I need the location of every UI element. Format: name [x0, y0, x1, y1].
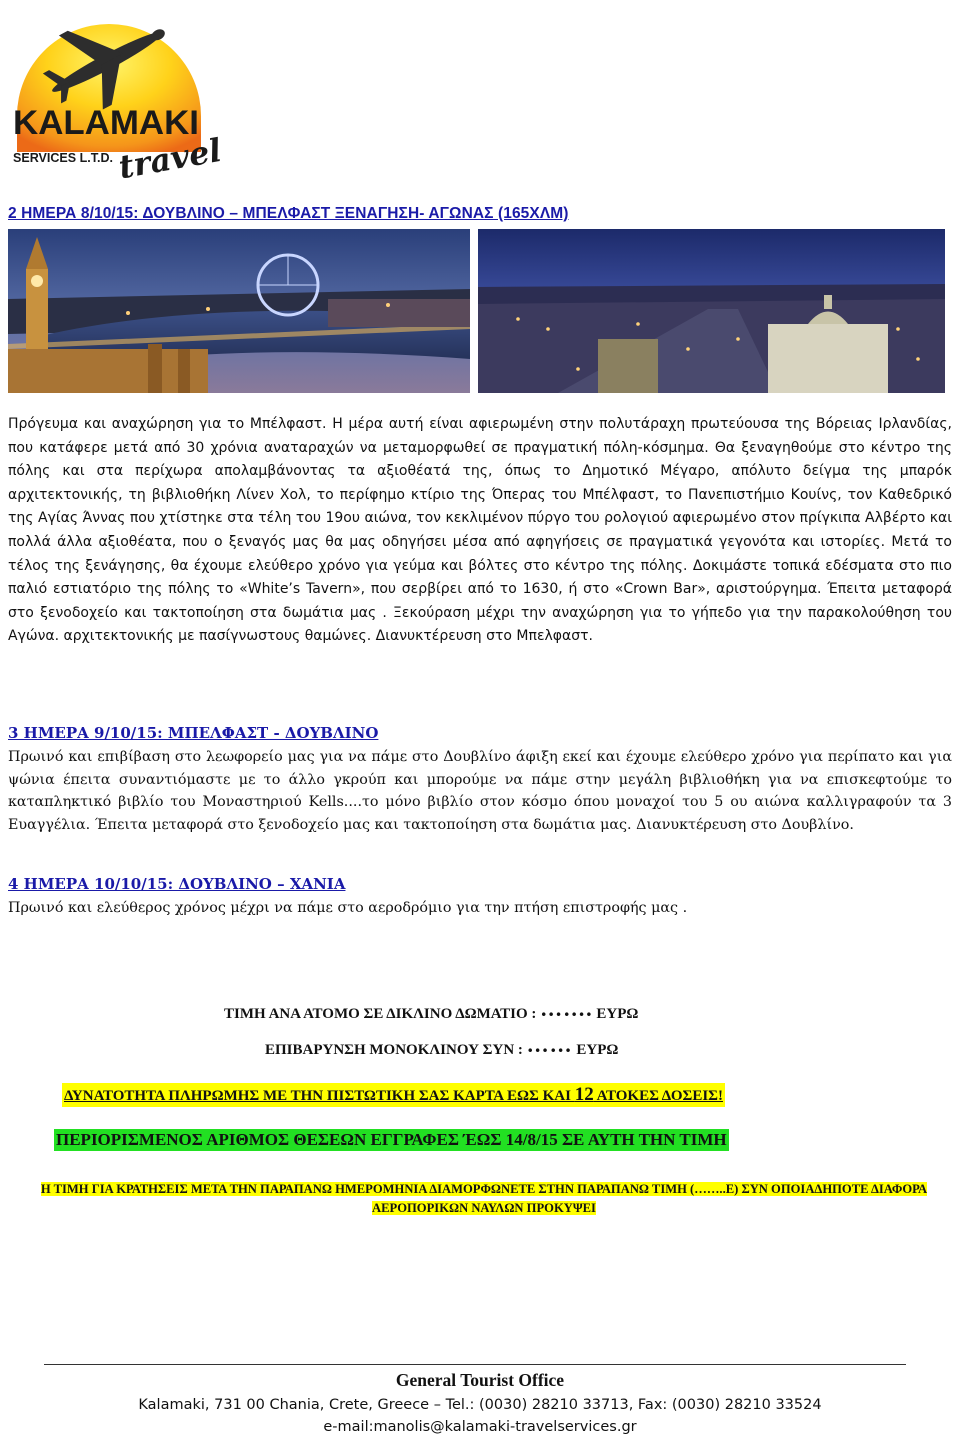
footer-divider: [44, 1364, 906, 1365]
day2-description: Πρόγευμα και αναχώρηση για το Μπέλφαστ. Η μέρα αυτή είναι αφιερωμένη στην πολυτάραχη πρωτεύουσα της Βόρειας Ιρλανδίας, που κατάφερε μετά από 30 χρόνια αναταραχών να μεταμορφωθεί σε πραγματική πόλη-κόσμημα. Θα ξεναγηθούμε στο κέντρο της πόλης και στα περίχωρα απολαμβάνοντας τα αξιοθέατά της, όπως το Δημοτικό Μέγαρο, απόλυτο δείγμα της μπαρόκ αρχιτεκτονικής, τη βιβλιοθήκη Λίνεν Χολ, το περίφημο κτίριο της Όπερας του Μπέλφαστ, το Πανεπιστήμιο Κουίνς, τον Καθεδρικό της Αγίας Άννας που χτίστηκε στα τέλη του 19ου αιώνα, τον κεκλιμένον πύργο του ρολογιού αφιερωμένο στον πρίγκιπα Αλβέρτο και πολλά άλλα αξιοθέατα, που ο ξεναγός μας θα μας οδηγήσει μέσα από αφηγήσεις σε πραγματικά γεγονότα και ιστορίες. Μετά το τέλος της ξενάγησης, θα έχουμε ελεύθερο χρόνο για γεύμα και βόλτες στο κέντρο της πόλης. Δοκιμάστε τοπικά εδέσματα στο πιο παλιό εστιατόριο της πόλης το «White’s Tavern», που σερβίρει από το 1630, ή στο «Crown Bar», αριστούργημα. Έπειτα μεταφορά στο ξενοδοχείο και τακτοποίηση στα δωμάτια μας . Ξεκούραση μέχρι την αναχώρηση για το γήπεδο για την παρακολούθηση του Αγώνα. αρχιτεκτονικής με πασίγνωστους θαμώνες. Διανυκτέρευση στο Μπελφαστ.: [8, 416, 952, 645]
price-single-supplement: [265, 1032, 618, 1059]
svg-text:travel: travel: [115, 130, 225, 187]
company-logo: [7, 4, 225, 187]
london-thames-photo: [8, 229, 470, 393]
price-single-currency: ΕΥΡΩ: [576, 1042, 619, 1058]
installments-text-a: ΔΥΝΑΤΟΤΗΤΑ ΠΛΗΡΩΜΗΣ ΜΕ ΤΗΝ ΠΙΣΤΩΤΙΚΗ ΣΑΣ ΚΑΡΤΑ ΕΩΣ ΚΑΙ: [64, 1088, 575, 1104]
installments-text-b: ΑΤΟΚΕΣ ΔΟΣΕΙΣ!: [593, 1088, 723, 1104]
price-double-currency: ΕΥΡΩ: [596, 1006, 639, 1022]
footer-office: General Tourist Office: [395, 1370, 565, 1390]
belfast-night-photo: [478, 229, 945, 393]
svg-text:SERVICES L.T.D.: SERVICES L.T.D.: [13, 150, 113, 165]
day2-title: 2 ΗΜΕΡΑ 8/10/15: ΔΟΥΒΛΙΝΟ – ΜΠΕΛΦΑΣΤ ΞΕΝΑΓΗΣΗ- ΑΓΩΝΑΣ (165ΧΛΜ): [8, 205, 569, 222]
day4-title: 4 ΗΜΕΡΑ 10/10/15: ΔΟΥΒΛΙΝΟ – ΧΑΝΙΑ: [8, 875, 346, 893]
footer-email: e-mail:manolis@kalamaki-travelservices.gr: [323, 1419, 637, 1435]
day3-title: 3 ΗΜΕΡΑ 9/10/15: ΜΠΕΛΦΑΣΤ - ΔΟΥΒΛΙΝΟ: [8, 724, 379, 742]
price-double-value: …….: [540, 996, 593, 1021]
price-disclaimer-text: Η ΤΙΜΗ ΓΙΑ ΚΡΑΤΗΣΕΙΣ ΜΕΤΑ ΤΗΝ ΠΑΡΑΠΑΝΩ ΗΜΕΡΟΜΗΝΙΑ ΔΙΑΜΟΡΦΩΝΕΤΕ ΣΤΗΝ ΠΑΡΑΠΑΝΩ ΤΙΜΗ (……..Ε) ΣΥΝ ΟΠΟΙΑΔΗΠΟΤΕ ΔΙΑΦΟΡΑ ΑΕΡΟΠΟΡΙΚΩΝ ΝΑΥΛΩΝ ΠΡΟΚΥΨΕΙ: [40, 1182, 928, 1215]
installments-notice: [62, 1083, 725, 1107]
price-single-value: ……: [526, 1032, 573, 1057]
limited-seats-notice: ΠΕΡΙΟΡΙΣΜΕΝΟΣ ΑΡΙΘΜΟΣ ΘΕΣΕΩΝ ΕΓΓΡΑΦΕΣ ΈΩΣ 14/8/15 ΣΕ ΑΥΤΗ ΤΗΝ ΤΙΜΗ: [56, 1130, 727, 1149]
day3-description: Πρωινό και επιβίβαση στο λεωφορείο μας για να πάμε στο Δουβλίνο άφιξη εκεί και έχουμε ελεύθερο χρόνο για περίπατο και για ψώνια έπειτα συναντιόμαστε με το άλλο γκρούπ και μπορούμε να πάμε στην μεγάλη βιβλιοθήκη για να επισκεφτούμε το καταπληκτικό βιβλίο του Μοναστηριού Kells....το μόνο βιβλίο στον κόσμο όπου μοναχοί του 5 ου αιώνα καλλιγραφούν τα 3 Ευαγγέλια. Έπειτα μεταφορά στο ξενοδοχείο μας και τακτοποίηση στα δωμάτια μας. Διανυκτέρευση στο Δουβλίνο.: [8, 749, 952, 833]
city-photos: [8, 229, 945, 393]
day4-description: Πρωινό και ελεύθερος χρόνος μέχρι να πάμε στο αεροδρόμιο για την πτήση επιστροφής μας .: [8, 900, 688, 916]
footer-address: Kalamaki, 731 00 Chania, Crete, Greece – Tel.: (0030) 28210 33713, Fax: (0030) 28210 33524: [138, 1397, 822, 1413]
price-single-label: ΕΠΙΒΑΡΥΝΣΗ ΜΟΝΟΚΛΙΝΟΥ ΣΥΝ :: [265, 1042, 523, 1058]
price-double-label: ΤΙΜΗ ΑΝΑ ΑΤΟΜΟ ΣΕ ΔΙΚΛΙΝΟ ΔΩΜΑΤΙΟ :: [224, 1006, 537, 1022]
price-disclaimer: [8, 1180, 960, 1218]
installments-number: 12: [574, 1084, 594, 1105]
price-double-room: [224, 996, 638, 1023]
kalamaki-logo-graphic: [7, 4, 225, 187]
svg-text:KALAMAKI: KALAMAKI: [13, 104, 199, 142]
